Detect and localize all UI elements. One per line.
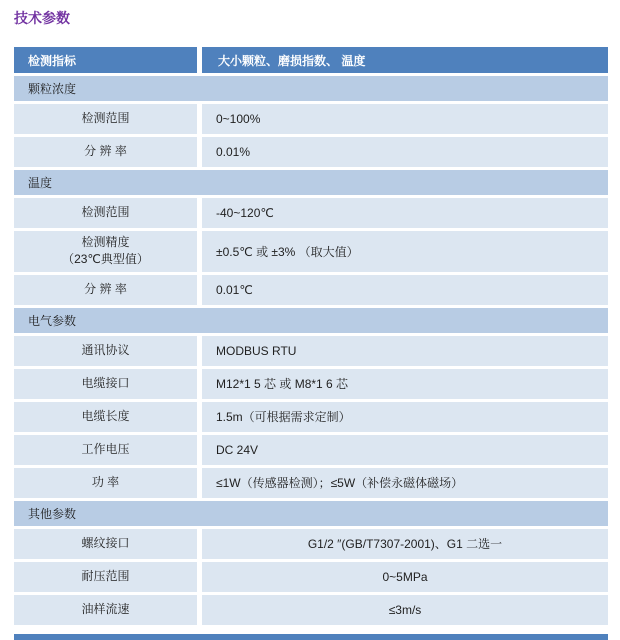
row-value: 0.01%: [202, 137, 608, 167]
row-value: 0~100%: [202, 104, 608, 134]
table-row: [14, 369, 608, 399]
row-label: 分 辨 率: [14, 137, 197, 167]
row-label: 检测范围: [14, 198, 197, 228]
section-row: 电气参数: [14, 308, 608, 333]
table-row: [14, 104, 608, 134]
table-body: [14, 76, 608, 625]
table-row: [14, 529, 608, 559]
table-row: [14, 435, 608, 465]
table-row: [14, 231, 608, 272]
table-row: [14, 468, 608, 498]
row-value: -40~120℃: [202, 198, 608, 228]
row-label: 油样流速: [14, 595, 197, 625]
row-label: 工作电压: [14, 435, 197, 465]
table-row: [14, 336, 608, 366]
row-value: ≤1W（传感器检测）；≤5W（补偿永磁体磁场）: [202, 468, 608, 498]
row-value: DC 24V: [202, 435, 608, 465]
table-header-row: [14, 47, 608, 73]
spec-table: [14, 47, 608, 625]
row-label: 电缆接口: [14, 369, 197, 399]
table-row: [14, 595, 608, 625]
header-cell-measures: 大小颗粒、磨损指数、 温度: [202, 47, 608, 73]
row-label: 功 率: [14, 468, 197, 498]
row-label: 电缆长度: [14, 402, 197, 432]
row-value: G1/2 ″(GB/T7307-2001)、G1 二选一: [202, 529, 608, 559]
row-value: 1.5m（可根据需求定制）: [202, 402, 608, 432]
row-value: 0~5MPa: [202, 562, 608, 592]
header-cell-indicator: 检测指标: [14, 47, 197, 73]
row-label: 分 辨 率: [14, 275, 197, 305]
section-row: 颗粒浓度: [14, 76, 608, 101]
row-value: ≤3m/s: [202, 595, 608, 625]
row-label: 检测范围: [14, 104, 197, 134]
table-row: [14, 137, 608, 167]
row-value: 0.01℃: [202, 275, 608, 305]
row-label: 螺纹接口: [14, 529, 197, 559]
table-row: [14, 562, 608, 592]
row-label: 通讯协议: [14, 336, 197, 366]
table-row: [14, 402, 608, 432]
next-table-header-partial: [14, 634, 608, 640]
section-row: 温度: [14, 170, 608, 195]
row-label: 耐压范围: [14, 562, 197, 592]
page-title: 技术参数: [14, 10, 70, 26]
table-row: [14, 275, 608, 305]
row-value: ±0.5℃ 或 ±3% （取大值）: [202, 231, 608, 272]
table-row: [14, 198, 608, 228]
row-value: M12*1 5 芯 或 M8*1 6 芯: [202, 369, 608, 399]
section-row: 其他参数: [14, 501, 608, 526]
row-label: 检测精度 （23℃典型值）: [14, 231, 197, 272]
row-value: MODBUS RTU: [202, 336, 608, 366]
